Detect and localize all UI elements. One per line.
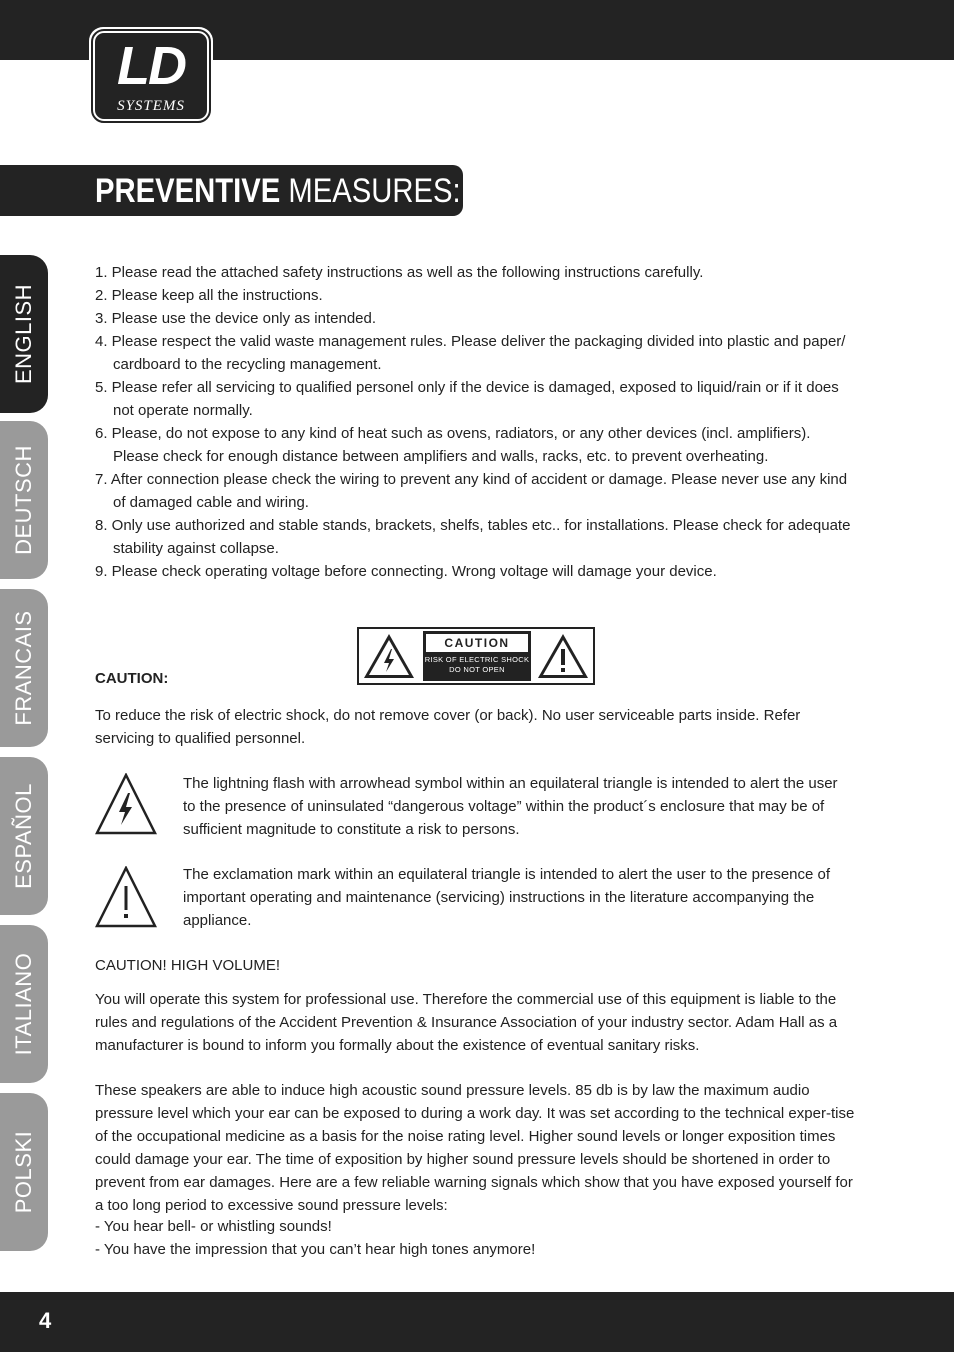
caution-label-center <box>423 631 531 681</box>
list-item: 6. Please, do not expose to any kind of heat such as ovens, radiators, or any other devices (incl. amplifiers). Please check for enough distance between amplifiers and walls, racks, etc. to prevent overheating. <box>95 425 811 465</box>
warning-item: - You have the impression that you can’t hear high tones anymore! <box>95 1241 536 1258</box>
high-volume-paragraph-2: These speakers are able to induce high acoustic sound pressure levels. 85 db is by law the maximum audio pressure level which your ear can be exposed to during a work day. It was set according to the technical exper-tise of the occupational medicine as a basis for the noise rating level. Higher sound levels or longer exposition times could damage your ear. The time of exposition by higher sound pressure levels should be shortened in order to prevent from ear damages. Here are a few reliable warning signals which show that you have exposed yourself for a too long period to excessive sound pressure levels: <box>95 1082 855 1214</box>
lightning-triangle-icon <box>95 773 157 835</box>
tab-label: ITALIANO <box>11 952 36 1056</box>
tab-label: ENGLISH <box>11 283 36 385</box>
footer-bar <box>0 1292 954 1352</box>
page-title-bold: PREVENTIVE <box>95 172 281 210</box>
list-item: 7. After connection please check the wiring to prevent any kind of accident or damage. Please never use any kind of damaged cable and wiring. <box>95 471 848 511</box>
exclamation-triangle-icon <box>95 866 157 928</box>
caution-text: To reduce the risk of electric shock, do not remove cover (or back). No user serviceable parts inside. Refer servicing to qualified personnel. <box>95 707 801 747</box>
high-volume-paragraph-1: You will operate this system for professional use. Therefore the commercial use of this equipment is liable to the rules and regulations of the Accident Prevention & Insurance Association of your industry sector. Adam Hall as a manufacturer is bound to inform you formally about the existence of eventual sanitary risks. <box>95 991 838 1054</box>
tab-label: FRANCAIS <box>11 610 36 726</box>
list-item: 9. Please check operating voltage before connecting. Wrong voltage will damage your device. <box>95 563 717 580</box>
caution-warning-label <box>357 627 595 685</box>
warning-item: - You hear bell- or whistling sounds! <box>95 1218 332 1235</box>
page-title <box>95 171 461 211</box>
exclamation-triangle-icon <box>536 632 590 680</box>
caution-label-line1: RISK OF ELECTRIC SHOCK <box>424 655 530 664</box>
list-item: 3. Please use the device only as intended. <box>95 310 377 327</box>
tab-label: ESPAÑOL <box>11 783 36 889</box>
tab-francais[interactable] <box>0 589 48 747</box>
tab-english[interactable] <box>0 255 48 413</box>
caution-label-line2: DO NOT OPEN <box>449 665 505 674</box>
page-number: 4 <box>39 1308 52 1333</box>
tab-italiano[interactable] <box>0 925 48 1083</box>
exclamation-symbol-text: The exclamation mark within an equilateral triangle is intended to alert the user to the presence of important operating and maintenance (servicing) instructions in the literature accompanying the appliance. <box>183 866 831 929</box>
instruction-list <box>95 261 855 583</box>
tab-label: POLSKI <box>11 1130 36 1214</box>
caution-heading: CAUTION: <box>95 670 169 687</box>
list-item: 8. Only use authorized and stable stands, brackets, shelfs, tables etc.. for installations. Please check for adequate stability against collapse. <box>95 517 851 557</box>
tab-deutsch[interactable] <box>0 421 48 579</box>
list-item: 1. Please read the attached safety instructions as well as the following instructions carefully. <box>95 264 704 281</box>
page-title-rest: MEASURES: <box>288 172 461 210</box>
ld-systems-logo <box>89 27 213 125</box>
caution-label-title: CAUTION <box>426 634 528 652</box>
tab-label: DEUTSCH <box>11 445 36 555</box>
logo-sub-text: SYSTEMS <box>117 98 185 114</box>
lightning-triangle-icon <box>362 632 416 680</box>
tab-espanol[interactable] <box>0 757 48 915</box>
section-title-bar <box>0 165 463 216</box>
lightning-symbol-text: The lightning flash with arrowhead symbol within an equilateral triangle is intended to alert the user to the presence of uninsulated “dangerous voltage” within the product´s enclosure that may be of sufficient magnitude to constitute a risk to persons. <box>183 775 838 838</box>
list-item: 4. Please respect the valid waste management rules. Please deliver the packaging divided into plastic and paper/ cardboard to the recycling management. <box>95 333 846 373</box>
high-volume-heading: CAUTION! HIGH VOLUME! <box>95 957 281 974</box>
list-item: 2. Please keep all the instructions. <box>95 287 323 304</box>
tab-polski[interactable] <box>0 1093 48 1251</box>
logo-main-text: LD <box>117 36 185 96</box>
list-item: 5. Please refer all servicing to qualified personel only if the device is damaged, exposed to liquid/rain or if it does not operate normally. <box>95 379 839 419</box>
